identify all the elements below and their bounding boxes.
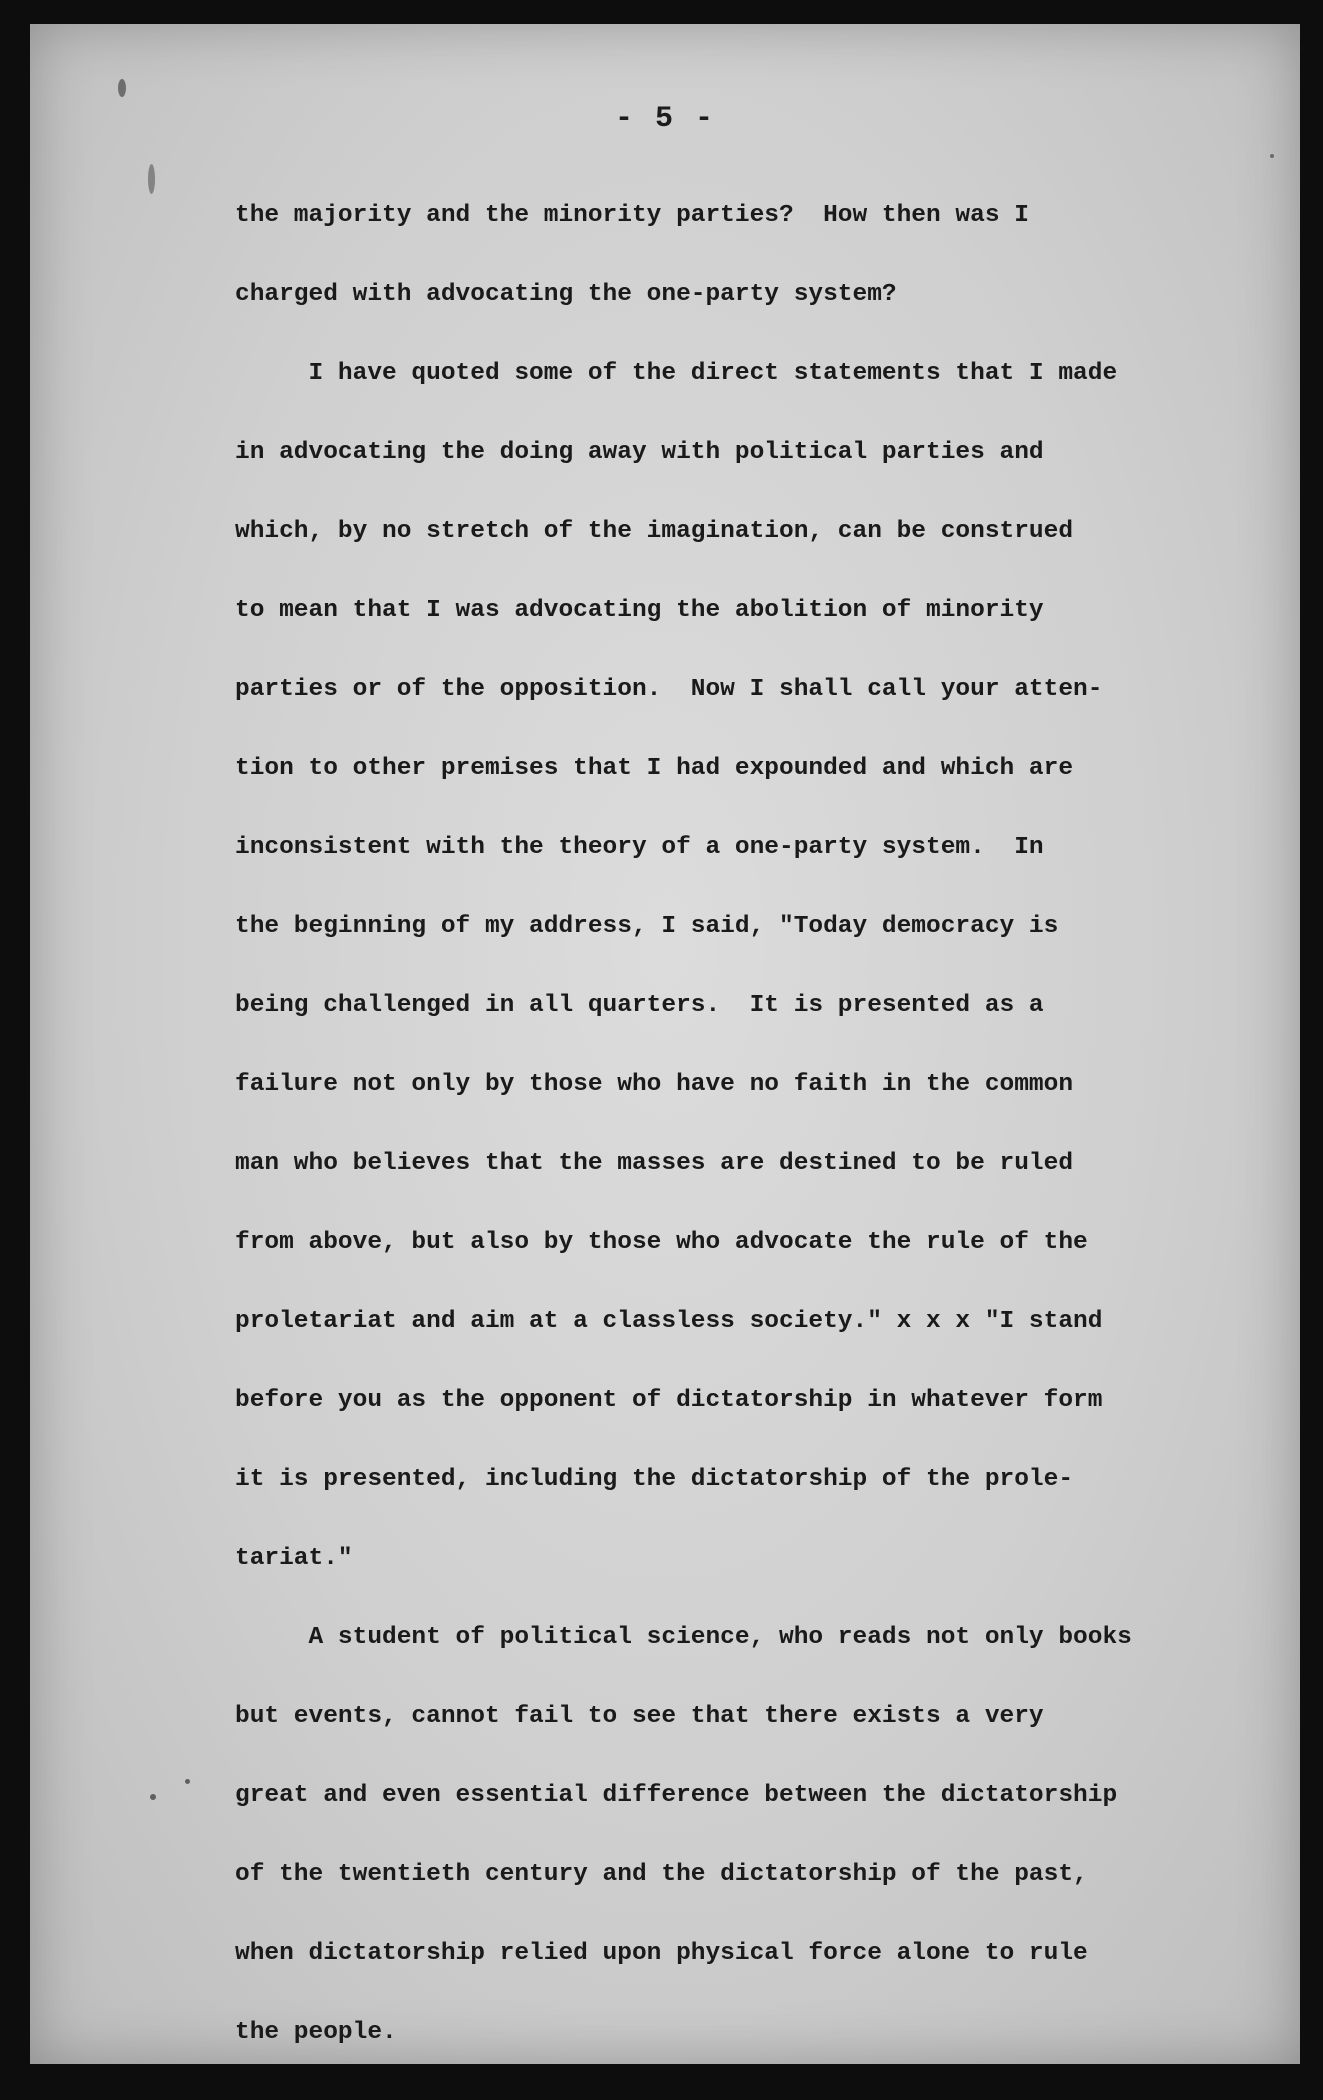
text-line: failure not only by those who have no faith in the common: [235, 1071, 1074, 1098]
text-line: it is presented, including the dictatorship of the prole-: [235, 1466, 1074, 1493]
scan-speck: [148, 164, 155, 194]
scan-speck: [150, 1794, 156, 1800]
scan-speck: [1270, 154, 1274, 158]
text-line: the majority and the minority parties? How then was I: [235, 202, 1029, 229]
text-line: the people.: [235, 2019, 397, 2046]
text-line: but events, cannot fail to see that there exists a very: [235, 1703, 1044, 1730]
document-body: [235, 196, 1245, 2092]
scan-speck: [185, 1779, 190, 1784]
scan-speck: [118, 79, 126, 97]
document-page: [30, 24, 1300, 2064]
text-line: man who believes that the masses are destined to be ruled: [235, 1150, 1074, 1177]
text-line: parties or of the opposition. Now I shall call your atten-: [235, 676, 1103, 703]
text-line: in advocating the doing away with political parties and: [235, 439, 1044, 466]
text-line: being challenged in all quarters. It is presented as a: [235, 992, 1044, 1019]
text-line: tariat.": [235, 1545, 353, 1572]
text-line: A student of political science, who reads not only books: [235, 1624, 1132, 1651]
text-line: proletariat and aim at a classless society." x x x "I stand: [235, 1308, 1103, 1335]
text-line: charged with advocating the one-party system?: [235, 281, 897, 308]
text-line: I have quoted some of the direct statements that I made: [235, 360, 1118, 387]
text-line: from above, but also by those who advocate the rule of the: [235, 1229, 1088, 1256]
text-line: when dictatorship relied upon physical force alone to rule: [235, 1940, 1088, 1967]
text-line: the beginning of my address, I said, "Today democracy is: [235, 913, 1059, 940]
text-line: great and even essential difference between the dictatorship: [235, 1782, 1118, 1809]
page-number: - 5 -: [614, 102, 715, 136]
text-line: tion to other premises that I had expounded and which are: [235, 755, 1074, 782]
text-line: to mean that I was advocating the abolition of minority: [235, 597, 1044, 624]
text-line: which, by no stretch of the imagination, can be construed: [235, 518, 1074, 545]
text-line: of the twentieth century and the dictatorship of the past,: [235, 1861, 1088, 1888]
text-line: inconsistent with the theory of a one-party system. In: [235, 834, 1044, 861]
text-line: before you as the opponent of dictatorship in whatever form: [235, 1387, 1103, 1414]
